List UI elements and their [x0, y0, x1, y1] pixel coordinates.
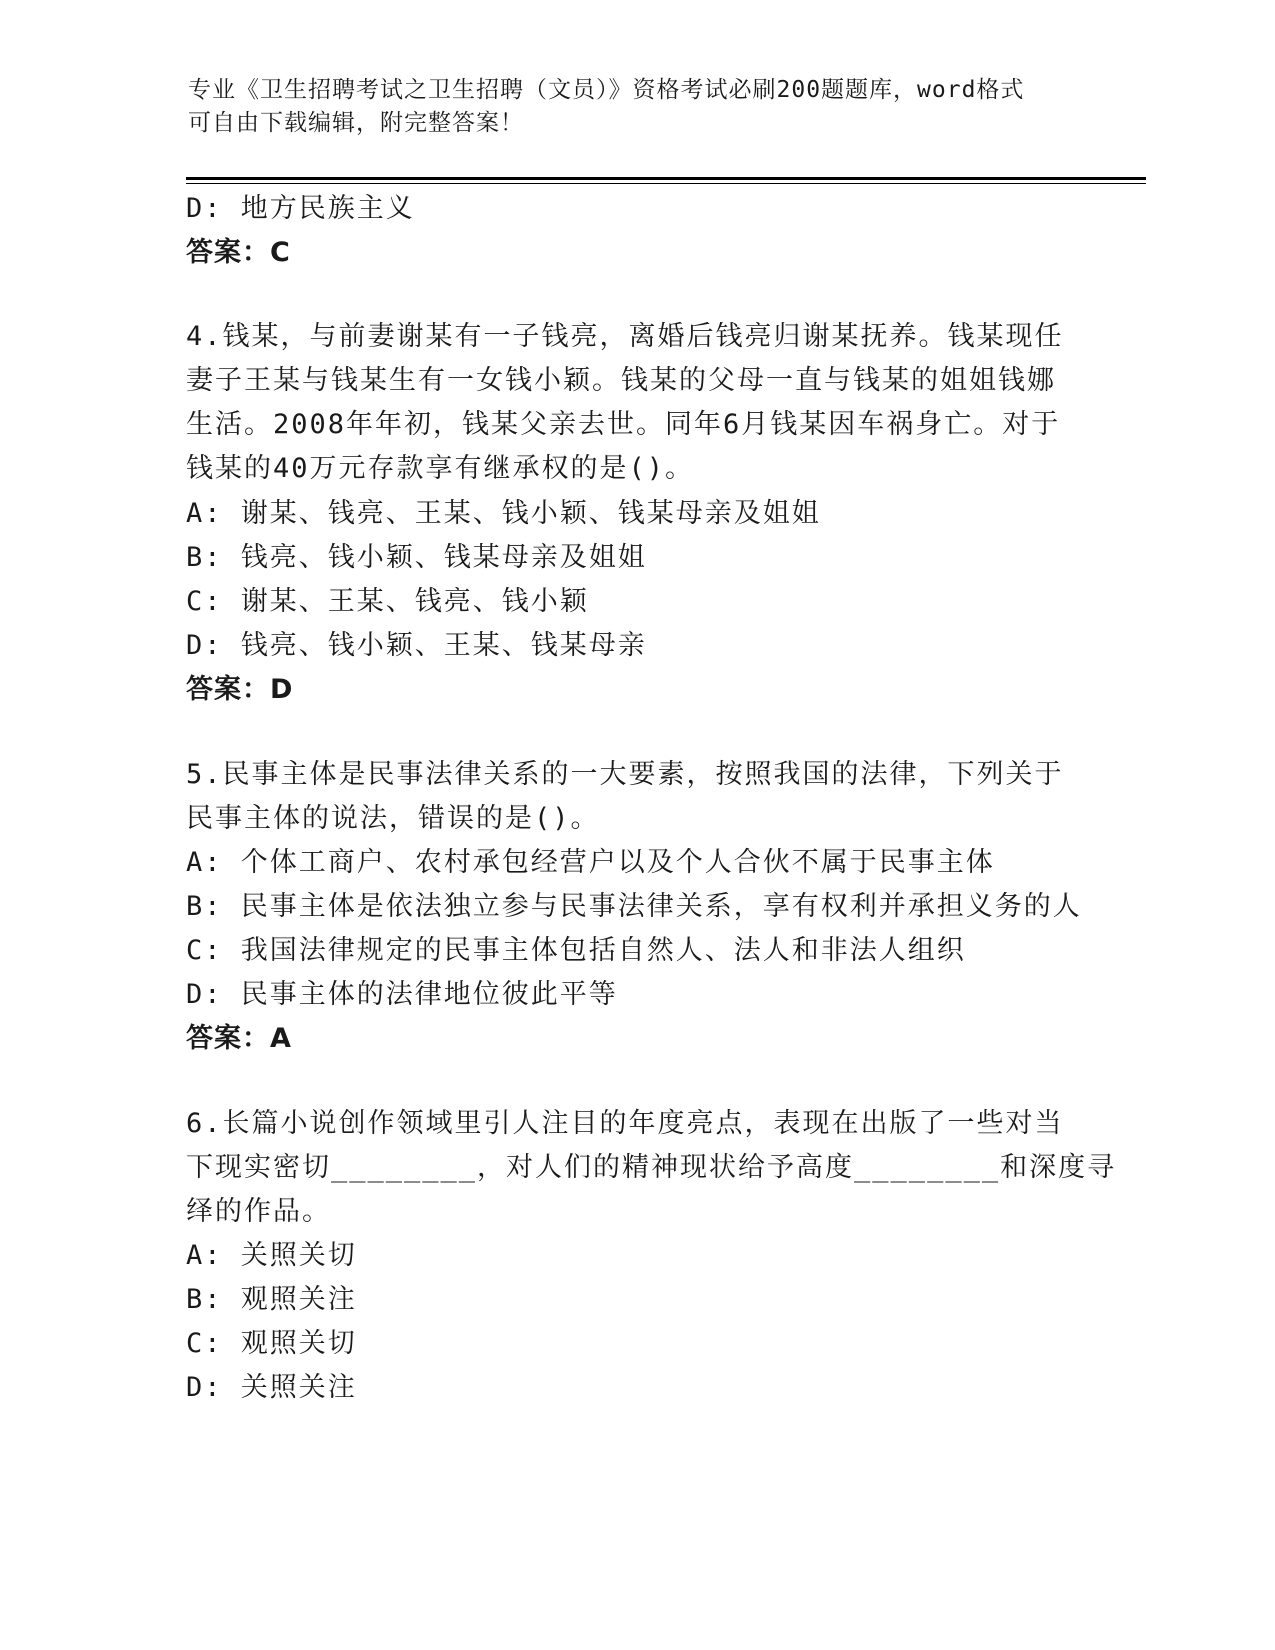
q4-stem-line-3: 生活。2008年年初，钱某父亲去世。同年6月钱某因车祸身亡。对于 [186, 409, 1061, 440]
q6-stem-line-3: 绎的作品。 [186, 1196, 331, 1227]
header-rule-thin [186, 183, 1146, 184]
q6-option-c: C: 观照关切 [186, 1328, 357, 1359]
q6-stem-line-2: 下现实密切________，对人们的精神现状给予高度________和深度寻 [186, 1152, 1117, 1183]
q3-option-d: D: 地方民族主义 [186, 193, 415, 224]
q4-answer: 答案：D [186, 674, 294, 705]
q4-option-c: C: 谢某、王某、钱亮、钱小颖 [186, 586, 589, 617]
q3-answer: 答案：C [186, 237, 291, 268]
q5-option-a: A: 个体工商户、农村承包经营户以及个人合伙不属于民事主体 [186, 847, 995, 878]
q4-option-b: B: 钱亮、钱小颖、钱某母亲及姐姐 [186, 542, 647, 573]
q5-stem-line-1: 5.民事主体是民事法律关系的一大要素，按照我国的法律，下列关于 [186, 759, 1064, 790]
q4-stem-line-1: 4.钱某，与前妻谢某有一子钱亮，离婚后钱亮归谢某抚养。钱某现任 [186, 321, 1064, 352]
q4-option-a: A: 谢某、钱亮、王某、钱小颖、钱某母亲及姐姐 [186, 498, 821, 529]
document-header [188, 74, 1088, 140]
q6-option-b: B: 观照关注 [186, 1284, 357, 1315]
q6-option-d: D: 关照关注 [186, 1372, 357, 1403]
q5-option-d: D: 民事主体的法律地位彼此平等 [186, 979, 618, 1010]
header-rule-thick [186, 177, 1146, 180]
q5-option-b: B: 民事主体是依法独立参与民事法律关系，享有权利并承担义务的人 [186, 891, 1082, 922]
q5-answer: 答案：A [186, 1023, 292, 1054]
header-line-2: 可自由下载编辑，附完整答案！ [188, 110, 524, 136]
q4-stem-line-4: 钱某的40万元存款享有继承权的是()。 [186, 453, 695, 484]
q5-stem-line-2: 民事主体的说法，错误的是()。 [186, 803, 600, 834]
q4-stem-line-2: 妻子王某与钱某生有一女钱小颖。钱某的父母一直与钱某的姐姐钱娜 [186, 365, 1056, 396]
header-line-1: 专业《卫生招聘考试之卫生招聘（文员）》资格考试必刷200题题库，word格式 [188, 77, 1025, 103]
q6-option-a: A: 关照关切 [186, 1240, 357, 1271]
q4-option-d: D: 钱亮、钱小颖、王某、钱某母亲 [186, 630, 647, 661]
q6-stem-line-1: 6.长篇小说创作领域里引人注目的年度亮点，表现在出版了一些对当 [186, 1108, 1064, 1139]
q5-option-c: C: 我国法律规定的民事主体包括自然人、法人和非法人组织 [186, 935, 966, 966]
